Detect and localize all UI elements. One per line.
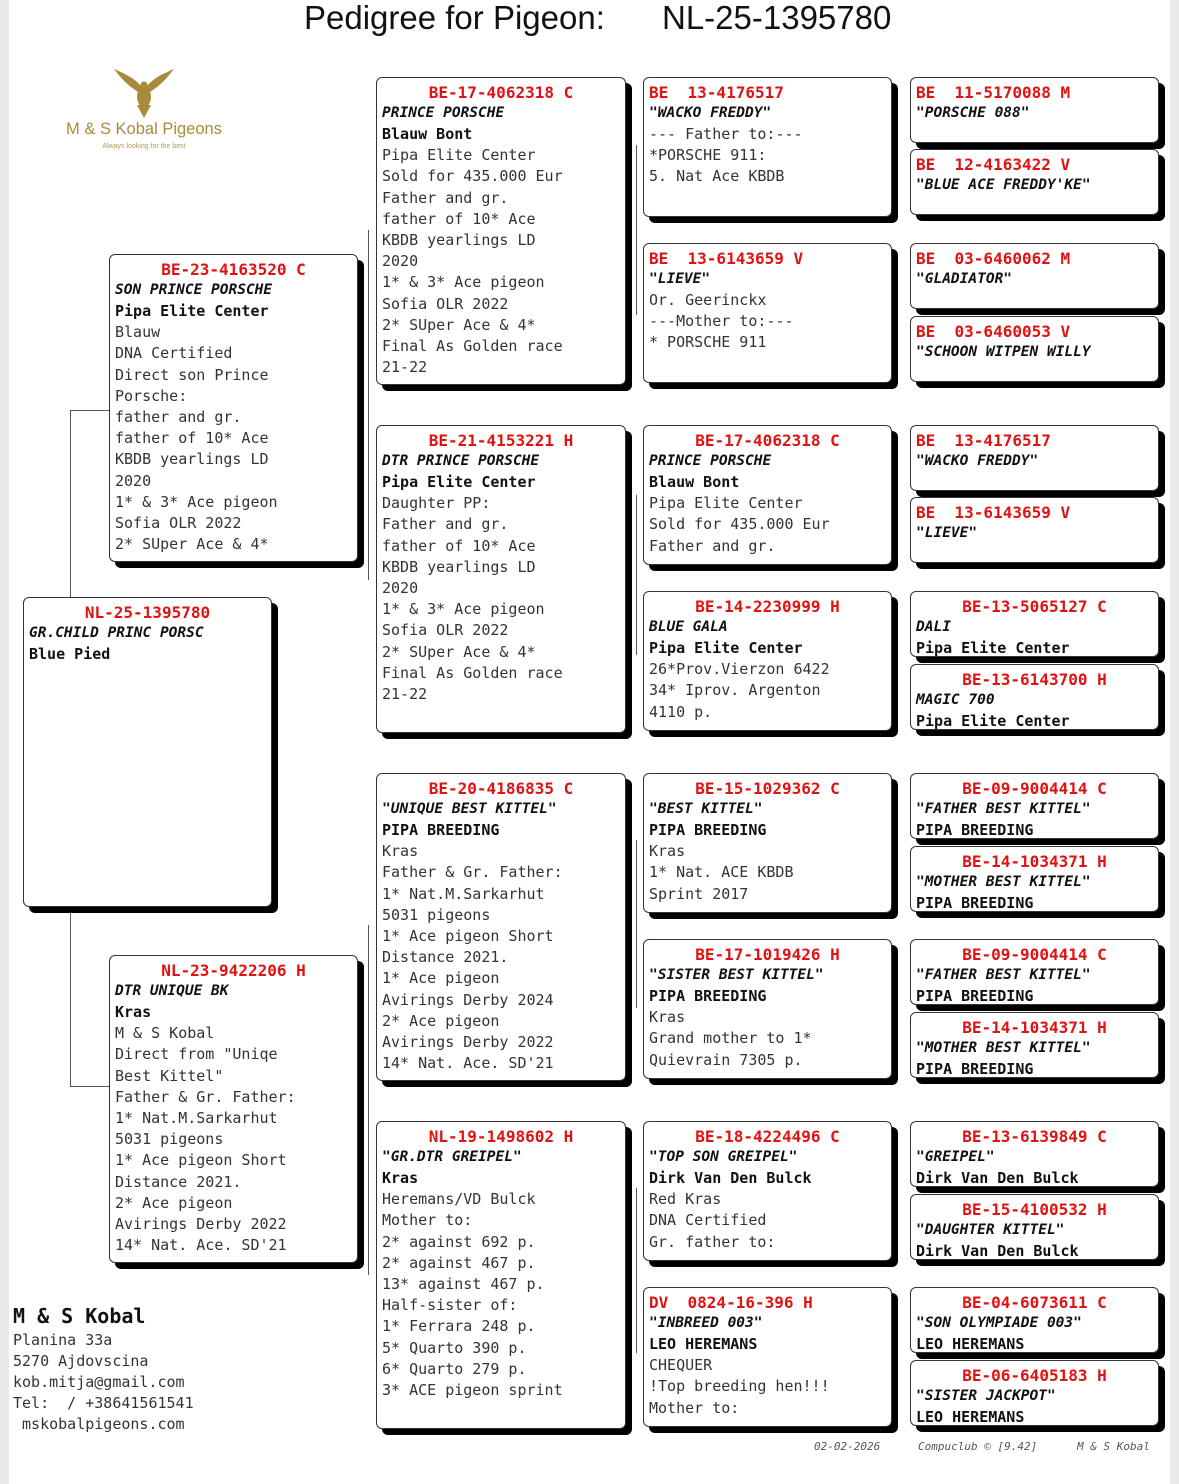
info-line: --- Father to:--- [649,125,803,143]
info-line: 2020 [382,579,419,598]
info-line: Sold for 435.000 Eur [382,167,563,186]
pigeon-card-gen3[interactable] [643,773,892,913]
info-line: DNA Certified [115,344,233,363]
connector-line [636,840,637,1008]
pigeon-card-gen4[interactable] [910,243,1159,309]
breeder-name: M & S Kobal [13,1304,146,1328]
pigeon-name: "MOTHER BEST KITTEL" [916,874,1091,890]
info-line: Pipa Elite Center [115,302,269,320]
info-line: CHEQUER [649,1356,713,1375]
info-line: PIPA BREEDING [649,987,767,1005]
footer-date: 02-02-2026 [814,1440,881,1453]
ring-number: BE-13-6139849 C [962,1127,1107,1146]
pigeon-card-gen4[interactable] [910,846,1159,912]
pigeon-name: "DAUGHTER KITTEL" [916,1222,1065,1238]
pigeon-card-gen4[interactable] [910,664,1159,730]
pigeon-name: SON PRINCE PORSCHE [115,282,273,298]
pigeon-name: DTR PRINCE PORSCHE [382,453,540,469]
breeder-address [13,1302,194,1435]
pigeon-name: "BLUE ACE FREDDY'KE" [916,177,1091,193]
info-line: 2* SUper Ace & 4* [115,535,269,554]
pigeon-name: "TOP SON GREIPEL" [649,1149,798,1165]
info-line: Sold for 435.000 Eur [649,515,830,534]
info-line: Father and gr. [382,188,509,207]
connector-line [70,908,71,1086]
info-line: Sofia OLR 2022 [382,294,509,313]
ring-number: BE-23-4163520 C [161,260,306,279]
info-line: Daughter PP: [382,494,491,513]
pigeon-name: GR.CHILD PRINC PORSC [29,625,204,641]
breeder-line: PIPA BREEDING [916,1060,1034,1078]
ring-number: NL-23-9422206 H [161,961,306,980]
pigeon-card-gen3[interactable] [643,77,892,217]
info-line: Avirings Derby 2022 [382,1033,554,1052]
pigeon-card-gen3[interactable] [643,425,892,565]
address-email: kob.mitja@gmail.com [13,1373,185,1391]
info-line: 1* & 3* Ace pigeon [115,492,278,511]
connector-line [70,410,110,411]
info-line: 5031 pigeons [115,1130,224,1149]
info-line: Distance 2021. [115,1172,242,1191]
pigeon-card-gen3[interactable] [643,591,892,731]
pigeon-card-gen4[interactable] [910,425,1159,491]
connector-line [636,145,637,315]
info-line: 34* Iprov. Argenton [649,681,821,700]
breeder-line: LEO HEREMANS [916,1408,1025,1426]
ring-number: DV 0824-16-396 H [649,1293,813,1312]
info-line: Blauw [115,323,161,342]
info-line: Direct son Prince [115,365,269,384]
info-line: 14* Nat. Ace. SD'21 [115,1236,287,1255]
pigeon-card-gen4[interactable] [910,773,1159,839]
pigeon-card-gen4[interactable] [910,591,1159,657]
ring-number: BE-14-2230999 H [695,597,840,616]
info-line: KBDB yearlings LD [382,557,536,576]
info-line: Sprint 2017 [649,884,749,903]
breeder-line: Pipa Elite Center [916,712,1070,730]
info-line: 6* Quarto 279 p. [382,1359,527,1378]
pigeon-name: "SON OLYMPIADE 003" [916,1315,1082,1331]
info-line: KBDB yearlings LD [382,231,536,250]
info-line: 1* Ace pigeon Short [382,927,554,946]
info-line: Distance 2021. [382,948,509,967]
connector-line [636,495,637,655]
info-line: 5. Nat Ace KBDB [649,167,785,186]
pigeon-name: "PORSCHE 088" [916,105,1030,121]
pigeon-card-subject[interactable] [23,597,272,907]
info-line: 5* Quarto 390 p. [382,1338,527,1357]
info-line: M & S Kobal [115,1024,215,1043]
info-line: Blauw Bont [649,473,740,491]
info-line: 13* against 467 p. [382,1275,545,1294]
info-line: Final As Golden race [382,663,563,682]
info-line: 2* against 692 p. [382,1232,536,1251]
page-title [0,0,1179,36]
info-line: Father and gr. [382,515,509,534]
eagle-icon [111,66,177,120]
pigeon-card-gen4[interactable] [910,316,1159,382]
footer-owner: M & S Kobal [1077,1440,1150,1453]
info-line: 3* ACE pigeon sprint [382,1381,563,1400]
pigeon-card-gen3[interactable] [643,1121,892,1261]
info-line: Red Kras [649,1190,722,1209]
connector-line [70,1086,110,1087]
info-line: 4110 p. [649,702,713,721]
pigeon-name: "WACKO FREDDY" [916,453,1039,469]
info-line: Father & Gr. Father: [115,1087,296,1106]
pigeon-card-gen3[interactable] [643,1287,892,1427]
info-line: Half-sister of: [382,1296,518,1315]
info-line: Best Kittel" [115,1066,224,1085]
info-line: Porsche: [115,386,188,405]
info-line: LEO HEREMANS [649,1335,758,1353]
info-line: Avirings Derby 2022 [115,1215,287,1234]
address-phone: Tel: / +38641561541 [13,1394,194,1412]
pigeon-card-gen4[interactable] [910,1287,1159,1353]
info-line: PIPA BREEDING [382,821,500,839]
pigeon-card-gen4[interactable] [910,1121,1159,1187]
logo-name: M & S Kobal Pigeons [66,120,222,138]
pigeon-name: BLUE GALA [649,619,728,635]
pigeon-name: DALI [916,619,951,635]
pigeon-card-sire[interactable] [109,254,358,562]
info-line: Final As Golden race [382,337,563,356]
info-line: Pipa Elite Center [382,146,536,165]
info-line: Sofia OLR 2022 [382,621,509,640]
pigeon-card-gen2[interactable] [376,773,626,1081]
pigeon-name: "FATHER BEST KITTEL" [916,801,1091,817]
ring-number: BE 13-4176517 [649,83,784,102]
pigeon-card-gen4[interactable] [910,1012,1159,1078]
footer-software: Compuclub © [9.42] [918,1440,1038,1453]
pigeon-card-gen4[interactable] [910,1360,1159,1426]
info-line: 2020 [115,471,152,490]
pigeon-card-gen4[interactable] [910,939,1159,1005]
info-line: PIPA BREEDING [649,821,767,839]
pigeon-card-gen2[interactable] [376,1121,626,1429]
pigeon-name: "GLADIATOR" [916,271,1013,287]
ring-number: BE-20-4186835 C [428,779,574,798]
info-line: Pipa Elite Center [649,639,803,657]
connector-line [70,410,71,598]
pigeon-card-gen2[interactable] [376,77,626,385]
ring-number: NL-19-1498602 H [428,1127,574,1146]
pigeon-name: MAGIC 700 [916,692,995,708]
ring-number: BE-17-4062318 C [695,431,840,450]
info-line: 14* Nat. Ace. SD'21 [382,1054,554,1073]
info-line: Kras [115,1003,152,1021]
pigeon-card-dam[interactable] [109,955,358,1263]
ring-number: BE-13-6143700 H [962,670,1107,689]
ring-number: BE 13-6143659 V [916,503,1071,522]
pigeon-name: "UNIQUE BEST KITTEL" [382,801,557,817]
connector-line [368,925,369,1275]
info-line: Kras [382,842,419,861]
info-line: Kras [382,1169,419,1187]
info-line: Kras [649,842,686,861]
pigeon-name: "GREIPEL" [916,1149,995,1165]
breeder-line: Dirk Van Den Bulck [916,1242,1079,1260]
ring-number: BE-04-6073611 C [962,1293,1107,1312]
ring-number: BE-15-1029362 C [695,779,840,798]
title-ring: NL-25-1395780 [662,0,892,36]
breeder-line: Pipa Elite Center [916,639,1070,657]
info-line: Quievrain 7305 p. [649,1050,803,1069]
info-line: 2* Ace pigeon [115,1193,233,1212]
pigeon-name: "MOTHER BEST KITTEL" [916,1040,1091,1056]
breeder-line: PIPA BREEDING [916,987,1034,1005]
pigeon-color: Blue Pied [29,645,111,663]
pigeon-card-gen3[interactable] [643,939,892,1079]
info-line: * PORSCHE 911 [649,333,767,352]
info-line: 2* SUper Ace & 4* [382,642,536,661]
breeder-line: PIPA BREEDING [916,894,1034,912]
address-street: Planina 33a [13,1331,113,1349]
pigeon-name: PRINCE PORSCHE [649,453,772,469]
info-line: Kras [649,1008,686,1027]
info-line: 1* Ferrara 248 p. [382,1317,536,1336]
breeder-line: LEO HEREMANS [916,1335,1025,1353]
info-line: Sofia OLR 2022 [115,514,242,533]
pigeon-name: "LIEVE" [649,271,711,287]
ring-number: BE-15-4100532 H [962,1200,1107,1219]
title-label: Pedigree for Pigeon: [304,0,605,36]
info-line: Blauw Bont [382,125,473,143]
pigeon-name: "SCHOON WITPEN WILLY [916,344,1091,360]
pigeon-card-gen4[interactable] [910,149,1159,215]
info-line: ---Mother to:--- [649,312,794,331]
pigeon-name: "SISTER BEST KITTEL" [649,967,824,983]
info-line: father and gr. [115,408,242,427]
info-line: 2* SUper Ace & 4* [382,315,536,334]
info-line: 1* Nat.M.Sarkarhut [115,1109,278,1128]
info-line: Or. Geerinckx [649,291,767,309]
page-edge-right [1170,0,1179,1484]
info-line: 26*Prov.Vierzon 6422 [649,660,830,679]
info-line: Father and gr. [649,536,776,555]
pigeon-card-gen4[interactable] [910,77,1159,143]
ring-number: BE 03-6460053 V [916,322,1071,341]
page-edge-left [0,0,9,1484]
info-line: 1* Nat. ACE KBDB [649,863,794,882]
info-line: !Top breeding hen!!! [649,1377,830,1396]
ring-number: BE 12-4163422 V [916,155,1071,174]
address-city: 5270 Ajdovscina [13,1352,149,1370]
ring-number: BE-14-1034371 H [962,852,1107,871]
info-line: 1* Ace pigeon [382,969,500,988]
info-line: Pipa Elite Center [382,473,536,491]
info-line: 21-22 [382,685,428,704]
ring-number: BE-09-9004414 C [962,779,1107,798]
info-line: 2* Ace pigeon [382,1011,500,1030]
ring-number: BE 03-6460062 M [916,249,1071,268]
pigeon-card-gen3[interactable] [643,243,892,383]
info-line: DNA Certified [649,1211,767,1230]
logo [56,66,232,158]
ring-number: BE-17-1019426 H [695,945,840,964]
ring-number: NL-25-1395780 [84,603,211,622]
info-line: 1* Nat.M.Sarkarhut [382,884,545,903]
ring-number: BE 11-5170088 M [916,83,1071,102]
breeder-line: PIPA BREEDING [916,821,1034,839]
pigeon-name: "LIEVE" [916,525,978,541]
info-line: 1* & 3* Ace pigeon [382,600,545,619]
address-website: mskobalpigeons.com [13,1415,185,1433]
logo-tagline: Always looking for the best [102,143,186,150]
pigeon-name: "GR.DTR GREIPEL" [382,1149,522,1165]
info-line: 5031 pigeons [382,905,491,924]
info-line: Heremans/VD Bulck [382,1190,536,1209]
ring-number: BE-06-6405183 H [962,1366,1107,1385]
ring-number: BE 13-6143659 V [649,249,804,268]
pigeon-name: "FATHER BEST KITTEL" [916,967,1091,983]
info-line: Avirings Derby 2024 [382,990,554,1009]
info-line: 1* & 3* Ace pigeon [382,273,545,292]
ring-number: BE-09-9004414 C [962,945,1107,964]
info-line: Mother to: [649,1398,740,1417]
breeder-line: Dirk Van Den Bulck [916,1169,1079,1187]
info-line: Mother to: [382,1211,473,1230]
pigeon-name: "WACKO FREDDY" [649,105,772,121]
pigeon-card-gen2[interactable] [376,425,626,733]
info-line: KBDB yearlings LD [115,450,269,469]
info-line: Pipa Elite Center [649,494,803,513]
info-line: father of 10* Ace [382,536,536,555]
info-line: *PORSCHE 911: [649,146,767,165]
pigeon-name: "BEST KITTEL" [649,801,763,817]
ring-number: BE-18-4224496 C [695,1127,840,1146]
info-line: father of 10* Ace [115,429,269,448]
info-line: Gr. father to: [649,1232,776,1251]
ring-number: BE-21-4153221 H [428,431,574,450]
info-line: 21-22 [382,358,428,377]
connector-line [368,230,369,580]
info-line: father of 10* Ace [382,209,536,228]
info-line: 1* Ace pigeon Short [115,1151,287,1170]
info-line: Father & Gr. Father: [382,863,563,882]
pigeon-card-gen4[interactable] [910,497,1159,563]
pigeon-name: "INBREED 003" [649,1315,763,1331]
pigeon-name: DTR UNIQUE BK [115,983,229,999]
info-line: Dirk Van Den Bulck [649,1169,812,1187]
pigeon-card-gen4[interactable] [910,1194,1159,1260]
pigeon-name: PRINCE PORSCHE [382,105,505,121]
pigeon-name: "SISTER JACKPOT" [916,1388,1056,1404]
info-line: 2020 [382,252,419,271]
connector-line [636,1188,637,1353]
info-line: Direct from "Uniqe [115,1045,278,1064]
ring-number: BE 13-4176517 [916,431,1051,450]
ring-number: BE-13-5065127 C [962,597,1107,616]
ring-number: BE-14-1034371 H [962,1018,1107,1037]
info-line: 2* against 467 p. [382,1253,536,1272]
ring-number: BE-17-4062318 C [428,83,574,102]
info-line: Grand mother to 1* [649,1029,812,1048]
